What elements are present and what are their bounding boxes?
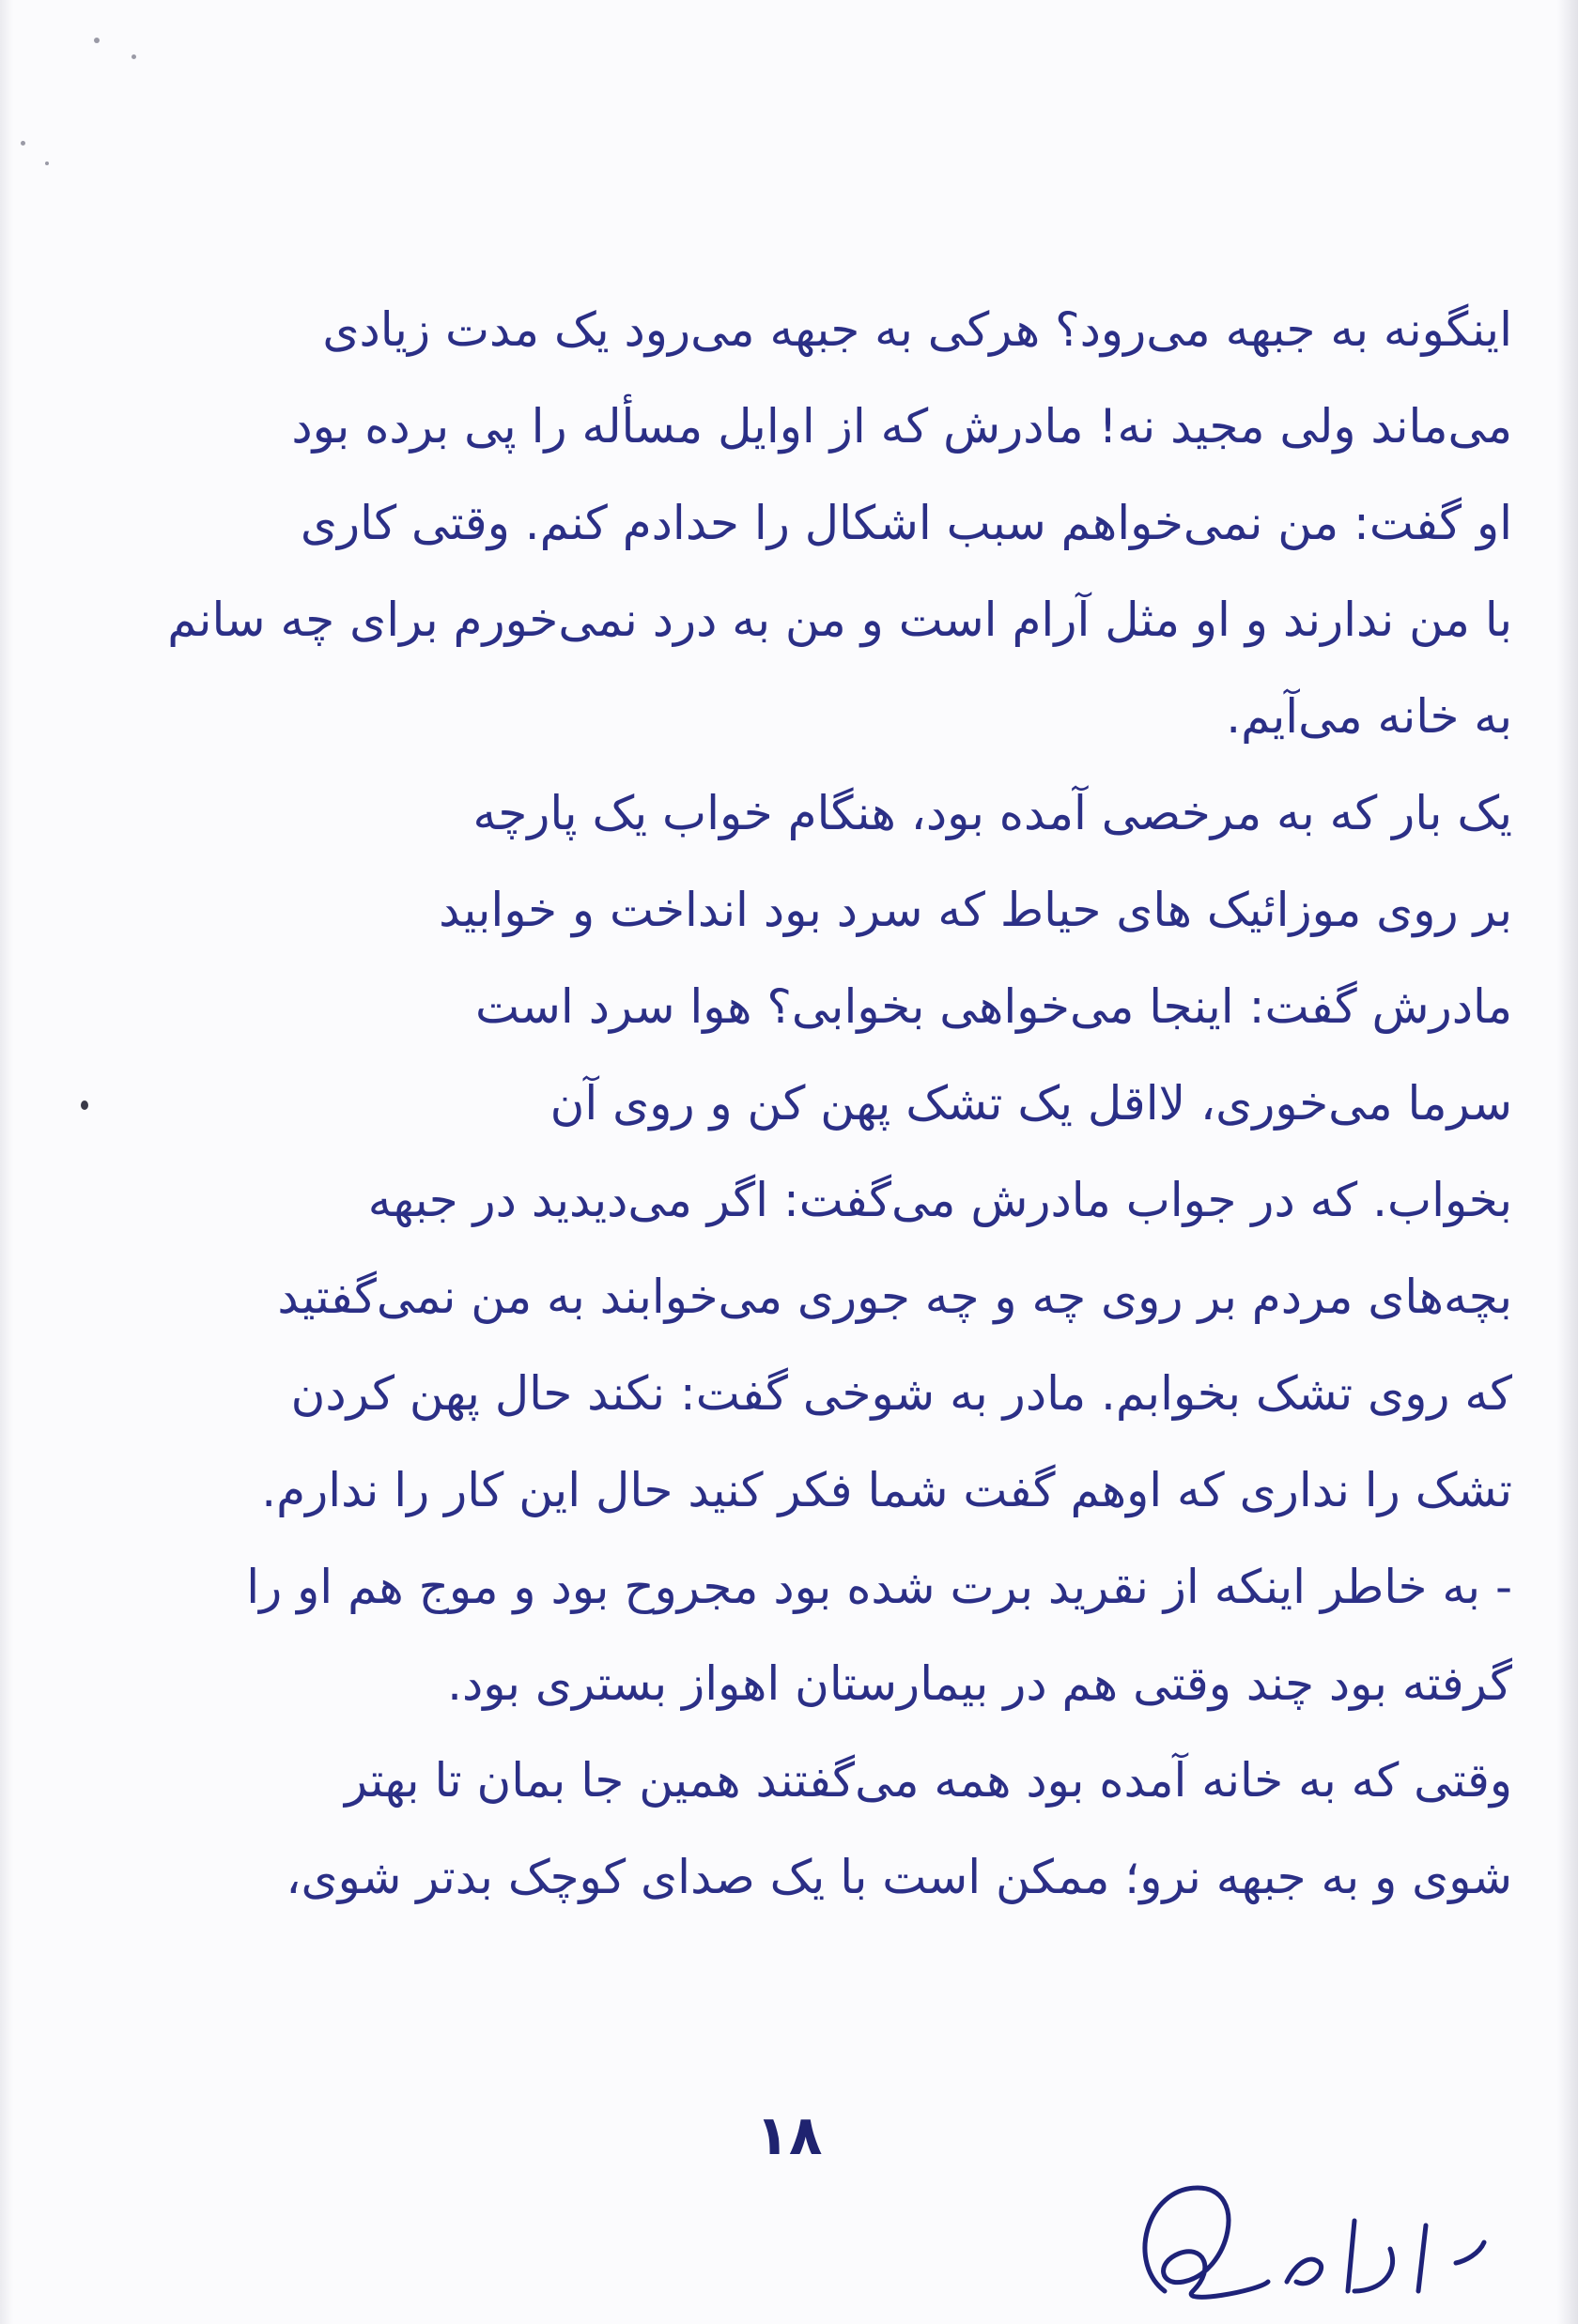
text-line: بخواب. که در جواب مادرش می‌گفت: اگر می‌دیدید در جبهه: [367, 1173, 1512, 1227]
ink-speck: [45, 162, 49, 165]
text-line: اینگونه به جبهه می‌رود؟ هرکی به جبهه می‌رود یک مدت زیادی: [322, 302, 1512, 357]
text-line: سرما می‌خوری، لااقل یک تشک پهن کن و روی آن: [549, 1076, 1512, 1131]
page-number: ۱۸: [755, 2103, 823, 2167]
page-left-shadow: [0, 0, 13, 2324]
ink-speck: [132, 54, 136, 59]
text-line: به خانه می‌آیم.: [1226, 689, 1512, 744]
text-line: وقتی که به خانه آمده بود همه می‌گفتند همین جا بمان تا بهتر: [344, 1753, 1512, 1808]
ink-speck: [94, 38, 100, 43]
text-line: بچه‌های مردم بر روی چه و چه جوری می‌خوابند به من نمی‌گفتید: [277, 1270, 1512, 1324]
ink-speck: [21, 141, 25, 146]
text-line: شوی و به جبهه نرو؛ ممکن است با یک صدای کوچک بدتر شوی،: [286, 1850, 1512, 1904]
text-line: بر روی موزائیک های حیاط که سرد بود انداخت و خوابید: [439, 883, 1512, 937]
handwritten-signature: [1108, 2150, 1540, 2319]
text-line: که روی تشک بخوابم. مادر به شوخی گفت: نکند حال پهن کردن: [290, 1366, 1512, 1421]
text-line: تشک را نداری که اوهم گفت شما فکر کنید حال این کار را ندارم.: [261, 1463, 1512, 1517]
text-line: یک بار که به مرخصی آمده بود، هنگام خواب یک پارچه: [472, 786, 1512, 840]
handwritten-text-block: [66, 282, 1512, 1926]
text-line: مادرش گفت: اینجا می‌خواهی بخوابی؟ هوا سرد است: [474, 979, 1512, 1034]
text-line: می‌ماند ولی مجید نه! مادرش که از اوایل مسأله را پی برده بود: [291, 399, 1512, 454]
text-line: - به خاطر اینکه از نقرید برت شده بود مجروح بود و موج هم او را: [246, 1560, 1512, 1614]
text-line: او گفت: من نمی‌خواهم سبب اشکال را حدادم کنم. وقتی کاری: [300, 496, 1512, 550]
page-right-shadow: [1557, 0, 1578, 2324]
text-line: با من ندارند و او مثل آرام است و من به درد نمی‌خورم برای چه سانم: [167, 593, 1512, 647]
text-line: گرفته بود چند وقتی هم در بیمارستان اهواز بستری بود.: [447, 1656, 1512, 1711]
